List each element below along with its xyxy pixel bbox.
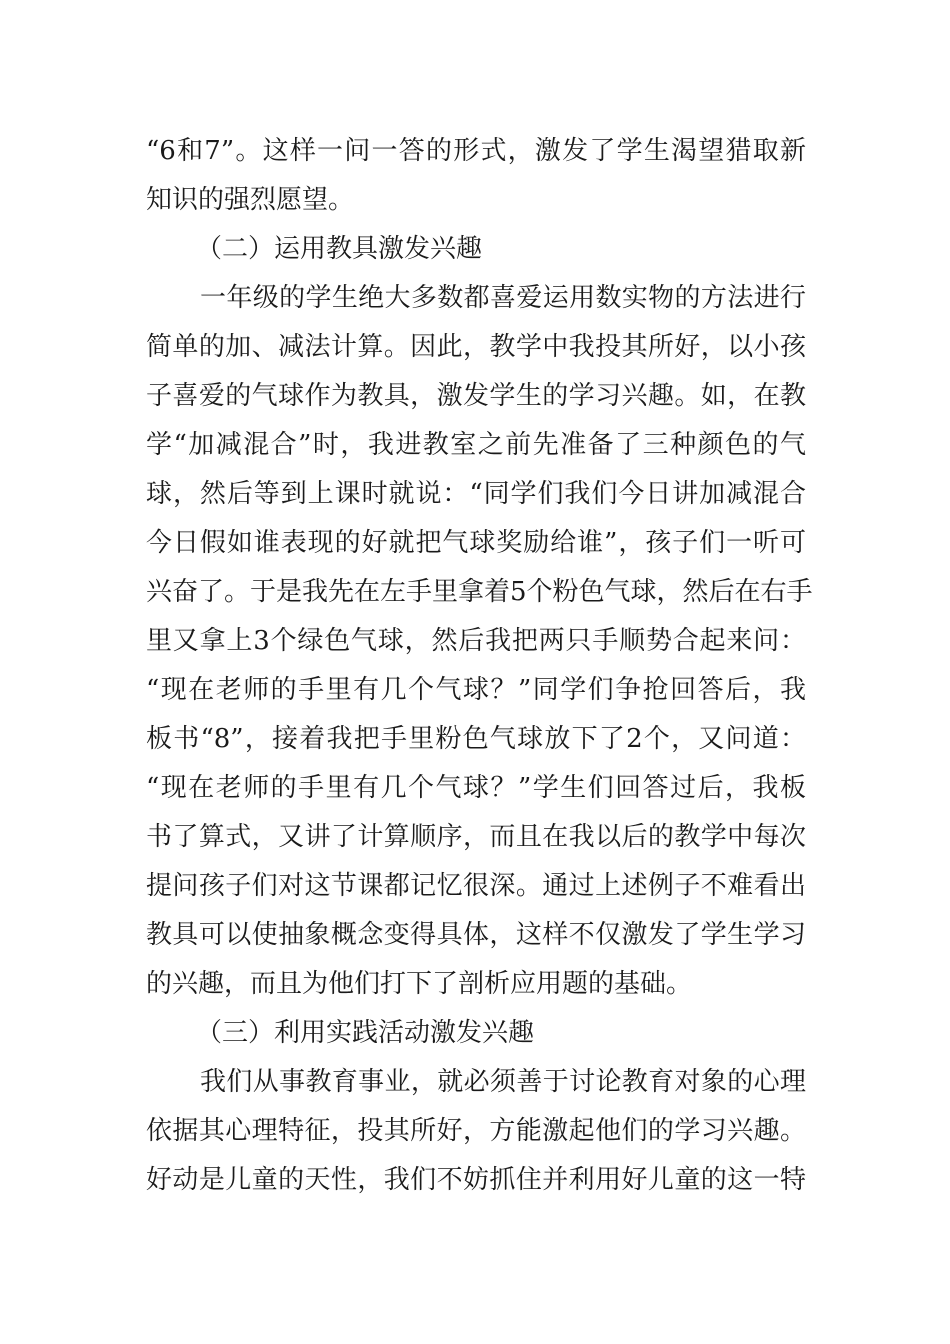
- text-line: 子喜爱的气球作为教具，激发学生的学习兴趣。如，在教: [146, 381, 806, 411]
- text-line: 今日假如谁表现的好就把气球奖励给谁”，孩子们一听可: [146, 528, 806, 558]
- text-line: “6和7”。这样一问一答的形式，激发了学生渴望猎取新: [146, 136, 806, 166]
- text-line: 兴奋了。于是我先在左手里拿着5个粉色气球，然后在右手: [146, 577, 813, 607]
- text-line: 知识的强烈愿望。: [146, 185, 355, 215]
- section-heading: （三）利用实践活动激发兴趣: [196, 1018, 535, 1048]
- text-line: 提问孩子们对这节课都记忆很深。通过上述例子不难看出: [146, 871, 806, 901]
- text-line: 依据其心理特征，投其所好，方能激起他们的学习兴趣。: [146, 1116, 806, 1146]
- text-line: 好动是儿童的天性，我们不妨抓住并利用好儿童的这一特: [146, 1165, 806, 1195]
- text-line: 板书“8”，接着我把手里粉色气球放下了2个，又问道：: [146, 724, 806, 754]
- text-line: 一年级的学生绝大多数都喜爱运用数实物的方法进行: [200, 283, 806, 313]
- text-line: 球，然后等到上课时就说：“同学们我们今日讲加减混合: [146, 479, 806, 509]
- section-heading: （二）运用教具激发兴趣: [196, 234, 483, 264]
- text-line: 书了算式，又讲了计算顺序，而且在我以后的教学中每次: [146, 822, 806, 852]
- text-line: “现在老师的手里有几个气球？”同学们争抢回答后，我: [146, 675, 806, 705]
- text-line: 教具可以使抽象概念变得具体，这样不仅激发了学生学习: [146, 920, 806, 950]
- text-line: 简单的加、减法计算。因此，教学中我投其所好，以小孩: [146, 332, 806, 362]
- text-line: 的兴趣，而且为他们打下了剖析应用题的基础。: [146, 969, 693, 999]
- text-line: 里又拿上3个绿色气球，然后我把两只手顺势合起来问：: [146, 626, 806, 656]
- text-line: 我们从事教育事业，就必须善于讨论教育对象的心理: [200, 1067, 806, 1097]
- text-line: “现在老师的手里有几个气球？”学生们回答过后，我板: [146, 773, 806, 803]
- text-line: 学“加减混合”时，我进教室之前先准备了三种颜色的气: [146, 430, 806, 460]
